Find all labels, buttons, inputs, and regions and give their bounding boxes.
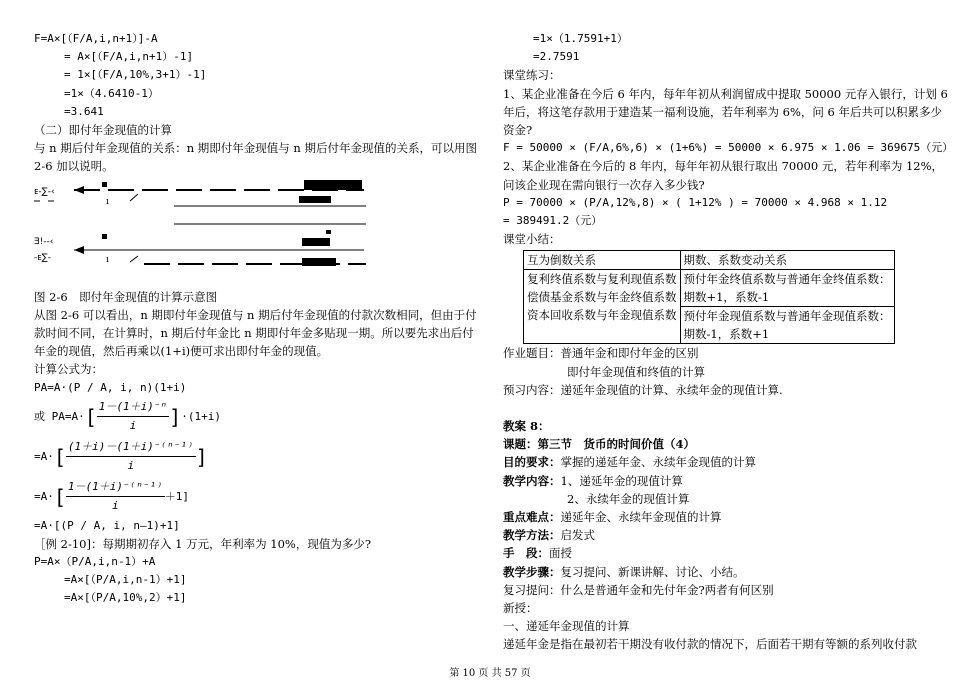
formula-label: 计算公式为： xyxy=(34,362,103,377)
bracket-open: [ xyxy=(84,404,97,429)
eq3-prefix: =A· xyxy=(34,489,54,503)
topic-line xyxy=(503,435,950,453)
table-cell xyxy=(680,270,894,344)
steps-line xyxy=(503,563,950,581)
eq3-suffix: ＋1] xyxy=(164,489,190,503)
fraction xyxy=(97,398,169,435)
annuity-diagram xyxy=(34,176,479,288)
cell-text: 期数+1，系数-1 xyxy=(683,290,770,305)
cell-line xyxy=(681,270,894,307)
topic-text: 第三节 货币的时间价值（4） xyxy=(537,437,696,452)
calc-line: =2.7591 xyxy=(533,50,580,64)
steps-text: 复习提问、新课讲解、讨论、小结。 xyxy=(560,564,745,579)
formula-line: =3.641 xyxy=(64,104,104,118)
cell-line xyxy=(681,307,894,343)
summary-table xyxy=(523,250,895,344)
left-column xyxy=(34,30,479,608)
summary-title: 课堂小结： xyxy=(503,232,561,247)
svg-text:Ǝ!--‹: Ǝ!--‹ xyxy=(34,236,54,247)
denominator: i xyxy=(112,499,119,513)
svg-text:ı: ı xyxy=(106,196,109,207)
example-line: ［例 2-10]：每期期初存入 1 万元，年利率为 10%，现值为多少? xyxy=(34,536,371,551)
numerator: 1－(1＋i)⁻⁽ⁿ⁻¹⁾ xyxy=(66,478,165,497)
cell-text: 预付年金现值系数与普通年金现值系数： xyxy=(683,309,891,324)
denominator: i xyxy=(127,459,135,473)
answer-2: P = 70000 × (P/A,12%,8) × ( 1+12% ) = 70000 × 4.968 × 1.12 xyxy=(503,195,888,209)
fraction xyxy=(66,478,165,515)
practice-title: 课堂练习： xyxy=(503,68,561,83)
key-label: 重点难点： xyxy=(503,510,561,525)
question-1: 1、某企业准备在今后 6 年内，每年年初从利润留成中提取 50000 元存入银行，计划 6 年后，将这笔存款用于建造某一福利设施，若年利率为 6%，问 6 年后共可以积累多少资金? xyxy=(503,86,948,137)
eq1-suffix: ·(1+i) xyxy=(181,409,221,423)
solution-line: =A×[（P/A,i,n-1）+1] xyxy=(64,573,187,587)
means-label: 手 段： xyxy=(503,546,549,561)
table-row xyxy=(524,270,895,344)
denominator: i xyxy=(129,419,137,433)
explanation-paragraph: 从图 2-6 可以看出，n 期即付年金现值与 n 期后付年金现值的付款次数相同，但由于付款时间不同，在计算时，n 期后付年金比 n 期即付年金多贴现一期。所以要先求出后付年金的现值，然后再乘以(1+i)便可求出即付年金的现值。 xyxy=(34,307,477,359)
steps-label: 教学步骤： xyxy=(503,564,561,579)
answer-2-result: = 389491.2（元） xyxy=(503,213,603,227)
svg-text:ᴇ-∑-‹: ᴇ-∑-‹ xyxy=(34,186,55,197)
topic-label: 课题： xyxy=(503,437,538,452)
equation-3 xyxy=(34,477,479,517)
homework-item: 普通年金和即付年金的区别 xyxy=(560,346,699,361)
means-text: 面授 xyxy=(549,546,572,561)
calc-line: =1×（1.7591+1） xyxy=(533,32,628,45)
eq1-prefix: 或 PA=A· xyxy=(34,409,85,423)
section-title: （二）即付年金现值的计算 xyxy=(34,122,172,137)
spacer xyxy=(503,399,950,417)
solution-line: P=A×（P/A,i,n-1）+A xyxy=(34,555,156,569)
formula-line: = 1×[（F/A,10%,3+1）-1] xyxy=(64,68,207,82)
svg-text:-ᴇ∑-: -ᴇ∑- xyxy=(34,252,51,263)
method-line xyxy=(503,526,950,544)
cell-line: 资本回收系数与年金现值系数 xyxy=(527,308,677,323)
cell-text: 预付年金终值系数与普通年金终值系数： xyxy=(683,272,891,287)
numerator: (1＋i)－(1＋i)⁻⁽ⁿ⁻¹⁾ xyxy=(66,438,196,457)
review-line: 复习提问：什么是普通年金和先付年金?两者有何区别 xyxy=(503,582,774,597)
bracket-open: [ xyxy=(53,484,66,509)
eq2-prefix: =A· xyxy=(34,449,54,463)
homework-label: 作业题目： xyxy=(503,346,561,361)
figure-caption: 图 2-6 即付年金现值的计算示意图 xyxy=(34,289,218,304)
key-text: 递延年金、永续年金现值的计算 xyxy=(560,510,722,525)
formula-line: = A×[（F/A,i,n+1）-1] xyxy=(64,50,194,64)
preview-line: 预习内容：递延年金现值的计算、永续年金的现值计算. xyxy=(503,382,783,397)
content-item: 2、永续年金的现值计算 xyxy=(567,491,690,506)
answer-1: F = 50000 × (F/A,6%,6) × (1+6%) = 50000 × 6.975 × 1.06 = 369675（元） xyxy=(503,141,954,155)
method-text: 启发式 xyxy=(560,528,595,543)
page-footer: 第 10 页 共 57 页 xyxy=(449,668,531,679)
homework-line xyxy=(503,344,950,362)
question-2: 2、某企业准备在今后的 8 年内，每年年初从银行取出 70000 元，若年利率为 12%，问该企业现在需向银行一次存入多少钱? xyxy=(503,159,944,192)
solution-line: =A×[（P/A,10%,2）+1] xyxy=(64,591,187,605)
goal-label: 目的要求： xyxy=(503,455,561,470)
formula-line: =1×（4.6410-1） xyxy=(64,86,159,100)
bracket-open: [ xyxy=(53,444,66,469)
definition-line: 递延年金是指在最初若干期没有收付款的情况下，后面若干期有等额的系列收付款 xyxy=(503,637,917,652)
diagram-graphic xyxy=(34,176,374,286)
equation-1 xyxy=(34,397,479,437)
method-label: 教学方法： xyxy=(503,528,561,543)
fraction xyxy=(66,438,196,475)
means-line xyxy=(503,544,950,562)
right-column xyxy=(503,30,954,654)
homework-item: 即付年金现值和终值的计算 xyxy=(567,364,705,379)
bracket-close: ] xyxy=(195,444,208,469)
pa-formula: PA=A·(P / A, i, n)(1+i) xyxy=(34,380,187,394)
cell-line: 复利终值系数与复利现值系数 xyxy=(527,272,677,287)
table-header: 期数、系数变动关系 xyxy=(680,251,894,270)
table-row xyxy=(524,251,895,270)
section-heading: 一、递延年金现值的计算 xyxy=(503,619,630,634)
cell-line: 偿债基金系数与年金终值系数 xyxy=(527,290,677,305)
cell-text: 期数-1，系数+1 xyxy=(683,327,770,342)
svg-text:ı: ı xyxy=(106,254,109,265)
table-header: 互为倒数关系 xyxy=(524,251,681,270)
content-label: 教学内容： xyxy=(503,473,561,488)
formula-line: =A·[(P / A, i, n—1)+1] xyxy=(34,518,180,532)
new-label: 新授： xyxy=(503,600,538,615)
content-item: 1、递延年金的现值计算 xyxy=(560,473,683,488)
goal-text: 掌握的递延年金、永续年金现值的计算 xyxy=(560,455,756,470)
intro-paragraph: 与 n 期后付年金现值的关系：n 期即付年金现值与 n 期后付年金现值的关系，可以用图 2-6 加以说明。 xyxy=(34,141,477,174)
bracket-close: ] xyxy=(169,404,182,429)
formula-line: F=A×[（F/A,i,n+1）]-A xyxy=(34,32,158,45)
table-cell xyxy=(524,270,681,344)
numerator: 1－(1＋i)⁻ⁿ xyxy=(97,398,169,417)
equation-2 xyxy=(34,437,479,477)
key-line xyxy=(503,508,950,526)
goal-line xyxy=(503,453,950,471)
lesson-number: 教案 8： xyxy=(503,419,550,434)
content-line xyxy=(503,472,950,490)
